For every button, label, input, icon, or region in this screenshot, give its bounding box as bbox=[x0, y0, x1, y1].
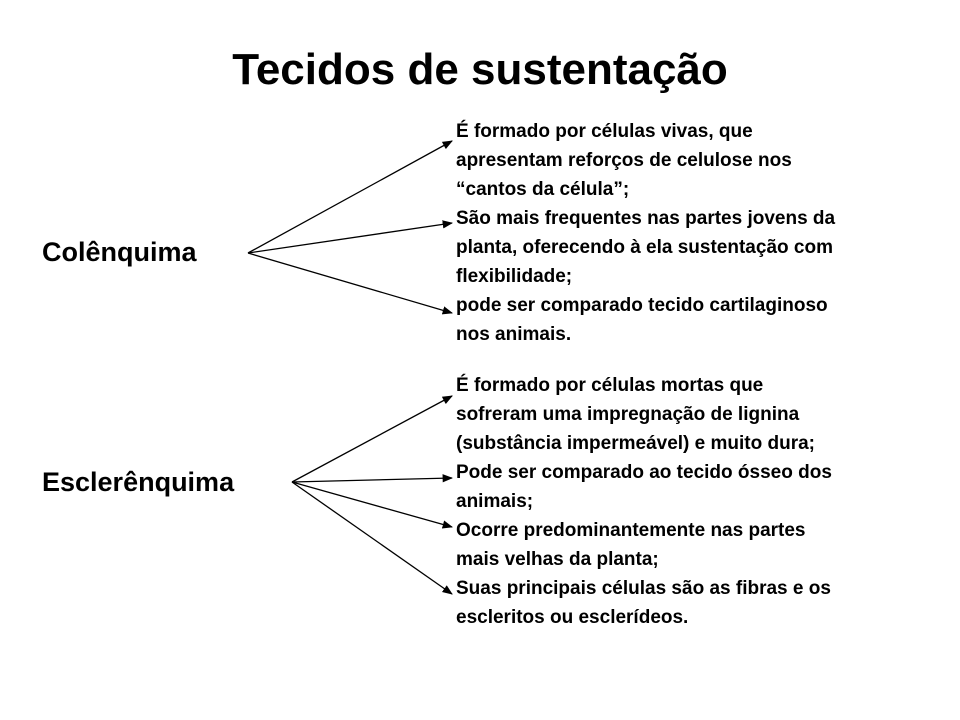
arrow-esclerenquima-2 bbox=[292, 478, 452, 482]
arrow-esclerenquima-1 bbox=[292, 396, 452, 482]
slide-title: Tecidos de sustentação bbox=[232, 45, 728, 94]
arrow-colenquima-1 bbox=[248, 141, 452, 253]
description-colenquima: É formado por células vivas, que apresentam reforços de celulose nos “cantos da célula”; São mais frequentes nas partes jovens da planta, oferecendo à ela sustentação com flexibilidade; pode ser comparado tecido cartilaginoso nos animais. bbox=[456, 121, 836, 345]
description-esclerenquima: É formado por células mortas que sofreram uma impregnação de lignina (substância impermeável) e muito dura; Pode ser comparado ao tecido ósseo dos animais; Ocorre predominantemente nas partes mais velhas da planta; Suas principais células são as fibras e os escleritos ou esclerídeos. bbox=[456, 375, 832, 628]
arrow-colenquima-3 bbox=[248, 253, 452, 313]
term-esclerenquima: Esclerênquima bbox=[42, 467, 235, 497]
arrow-esclerenquima-3 bbox=[292, 482, 452, 527]
term-colenquima: Colênquima bbox=[42, 237, 197, 267]
arrow-colenquima-2 bbox=[248, 223, 452, 253]
arrow-esclerenquima-4 bbox=[292, 482, 452, 594]
